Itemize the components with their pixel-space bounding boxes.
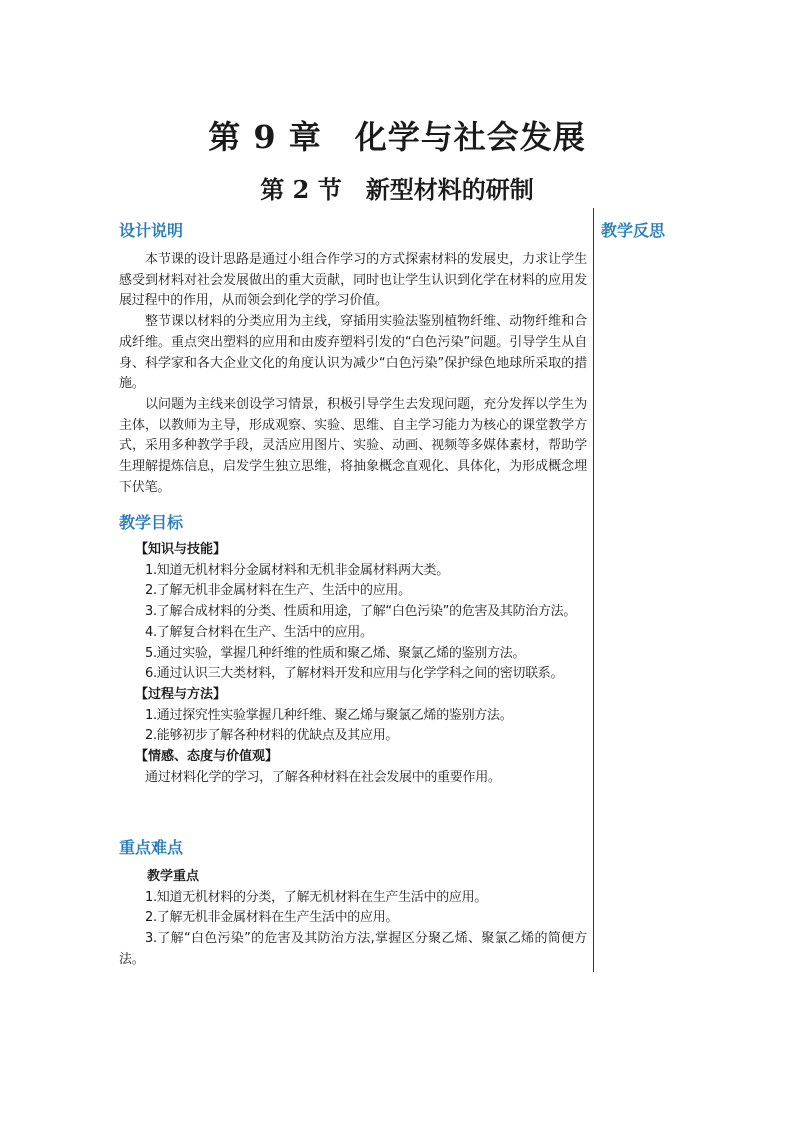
goal-item: 1.知道无机材料分金属材料和无机非金属材料两大类。 [145, 562, 449, 578]
process-methods-title: 【过程与方法】 [135, 686, 227, 702]
focus-item: 3.了解“白色污染”的危害及其防治方法,掌握区分聚乙烯、聚氯乙烯的简便方法。 [119, 931, 587, 967]
goal-item: 4.了解复合材料在生产、生活中的应用。 [145, 624, 373, 640]
goal-item: 通过材料化学的学习，了解各种材料在社会发展中的重要作用。 [145, 769, 501, 785]
teaching-goals-heading: 教学目标 [119, 513, 184, 532]
teaching-reflection-heading: 教学反思 [601, 221, 666, 240]
section-title: 第 2 节 新型材料的研制 [260, 175, 534, 204]
emotion-values-title: 【情感、态度与价值观】 [135, 749, 279, 765]
design-paragraph: 整节课以材料的分类应用为主线，穿插用实验法鉴别植物纤维、动物纤维和合成纤维。重点突出塑料的应用和由废弃塑料引发的“白色污染”问题。引导学生从自身、科学家和各大企业文化的角度认识为减少“白色污染”保护绿色地球所采取的措施。 [119, 314, 587, 392]
chapter-title: 第 9 章 化学与社会发展 [208, 118, 586, 156]
design-notes-heading: 设计说明 [119, 221, 184, 240]
key-difficult-points-heading: 重点难点 [119, 838, 184, 857]
column-divider [593, 208, 594, 972]
goal-item: 2.了解无机非金属材料在生产、生活中的应用。 [145, 583, 411, 599]
design-notes-section [119, 218, 587, 495]
design-paragraph: 以问题为主线来创设学习情景，积极引导学生去发现问题，充分发挥以学生为主体，以教师为主导，形成观察、实验、思维、自主学习能力为核心的课堂教学方式，采用多种教学手段，灵活应用图片、实验、动画、视频等多媒体素材，帮助学生理解提炼信息，启发学生独立思维，将抽象概念直观化、具体化，为形成概念埋下伏笔。 [119, 396, 587, 495]
teaching-focus-title: 教学重点 [147, 869, 200, 884]
goal-item: 6.通过认识三大类材料，了解材料开发和应用与化学学科之间的密切联系。 [145, 666, 564, 682]
focus-item: 1.知道无机材料的分类，了解无机材料在生产生活中的应用。 [145, 889, 488, 905]
design-paragraph: 本节课的设计思路是通过小组合作学习的方式探索材料的发展史，力求让学生感受到材料对社会发展做出的重大贡献，同时也让学生认识到化学在材料的应用发展过程中的作用，从而领会到化学的学习价值。 [119, 252, 587, 309]
goal-item: 2.能够初步了解各种材料的优缺点及其应用。 [145, 728, 399, 744]
teaching-goals-section [119, 510, 587, 785]
knowledge-skills-title: 【知识与技能】 [135, 542, 227, 557]
goal-item: 1.通过探究性实验掌握几种纤维、聚乙烯与聚氯乙烯的鉴别方法。 [145, 707, 513, 723]
goal-item: 5.通过实验，掌握几种纤维的性质和聚乙烯、聚氯乙烯的鉴别方法。 [145, 645, 526, 661]
focus-item: 2.了解无机非金属材料在生产生活中的应用。 [145, 910, 399, 926]
key-difficult-points-section [119, 835, 587, 967]
goal-item: 3.了解合成材料的分类、性质和用途，了解“白色污染”的危害及其防治方法。 [145, 604, 577, 620]
